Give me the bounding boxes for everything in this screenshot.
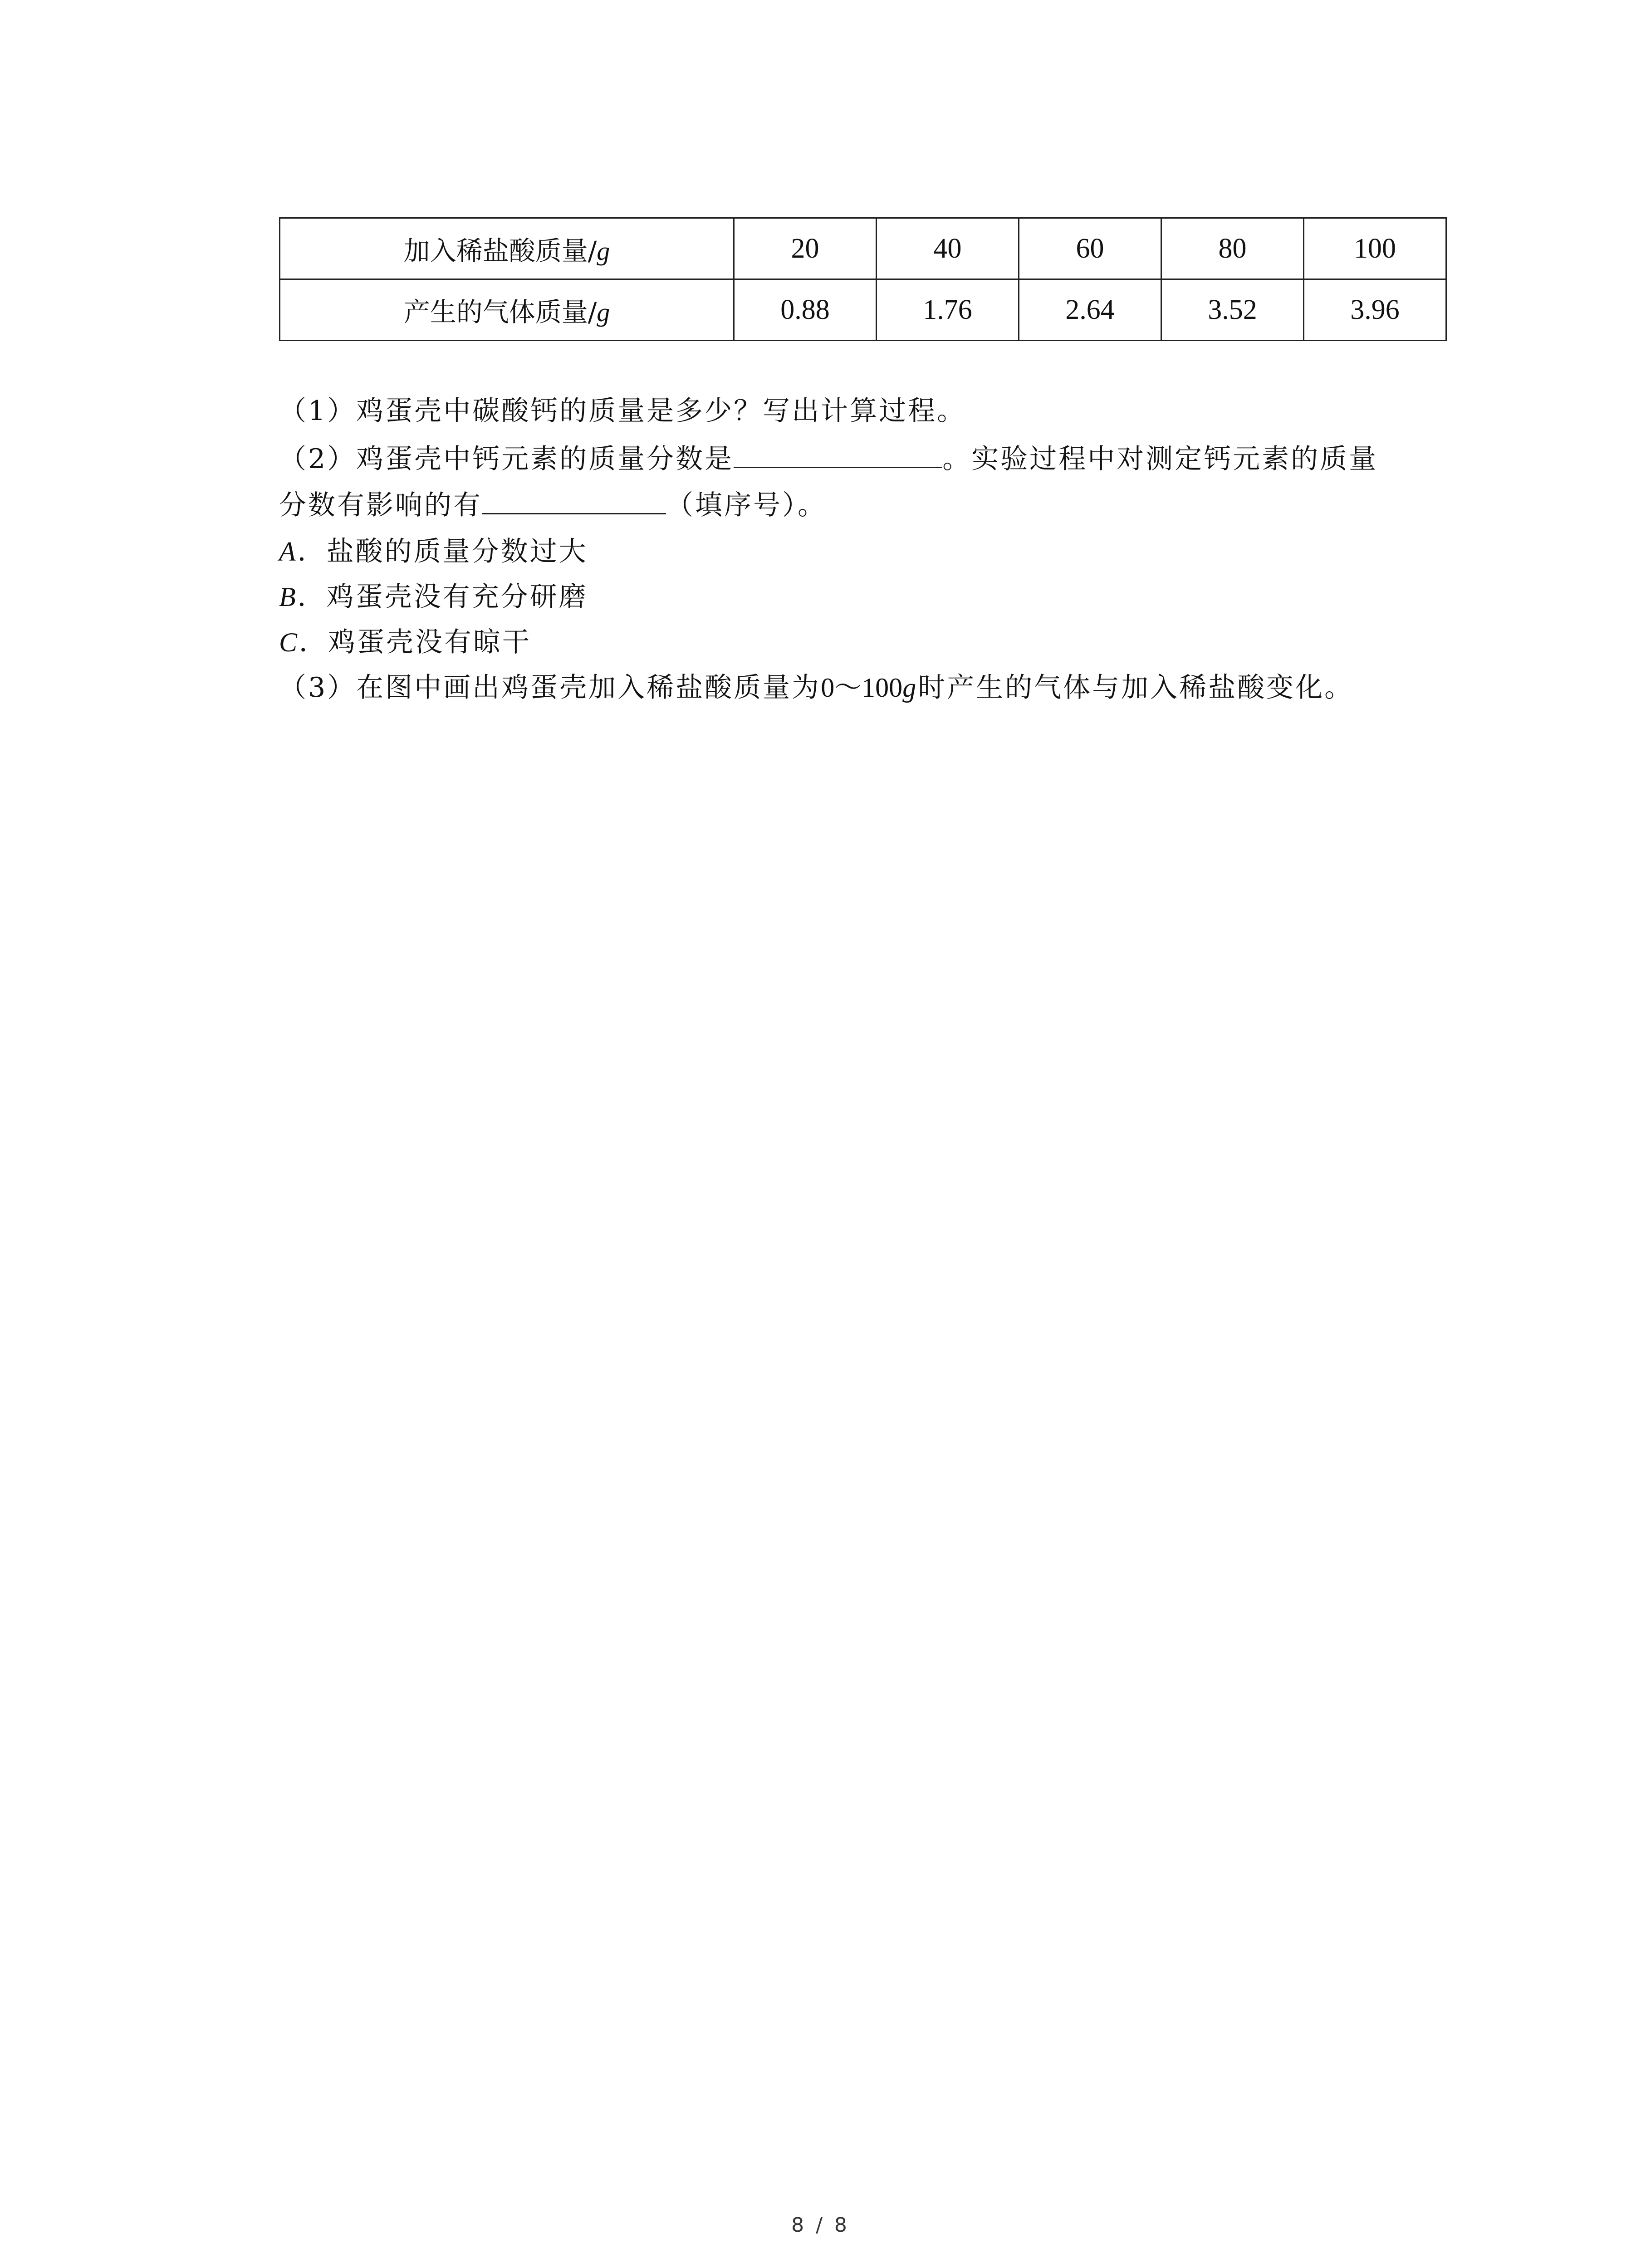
table-cell: 20 [734, 218, 877, 279]
table-row [280, 218, 1446, 279]
table-row [280, 279, 1446, 341]
question-2-line-1 [279, 436, 1378, 482]
question-2-text: （填序号）。 [666, 489, 827, 521]
option-text: ．鸡蛋壳没有晾干 [299, 626, 532, 658]
option-a [279, 529, 588, 574]
option-letter: B [279, 582, 298, 612]
table-cell: 3.52 [1161, 279, 1304, 341]
unit-symbol: g [597, 236, 610, 266]
question-2-line-2 [279, 483, 827, 528]
table-cell: 3.96 [1304, 279, 1446, 341]
table-cell: 100 [1304, 218, 1446, 279]
table-cell: 0.88 [734, 279, 877, 341]
option-c [279, 620, 531, 665]
unit-symbol: g [902, 673, 918, 703]
answer-blank[interactable] [734, 440, 942, 468]
table-cell: 80 [1161, 218, 1304, 279]
option-b [279, 574, 588, 620]
option-letter: A [279, 537, 298, 567]
question-2-text: 。实验过程中对测定钙元素的质量 [942, 443, 1378, 475]
row-label-text: 加入稀盐酸质量/ [403, 235, 597, 266]
unit-symbol: g [597, 298, 610, 327]
option-text: ．盐酸的质量分数过大 [297, 536, 588, 567]
table-row-header [280, 279, 734, 341]
table-cell: 60 [1019, 218, 1161, 279]
question-3-text: （3）在图中画出鸡蛋壳加入稀盐酸质量为 [279, 672, 821, 704]
question-1: （1）鸡蛋壳中碳酸钙的质量是多少？写出计算过程。 [279, 395, 966, 427]
row-label-text: 产生的气体质量/ [403, 297, 597, 327]
question-3 [279, 665, 1353, 710]
table-cell: 1.76 [877, 279, 1019, 341]
page-number: 8 / 8 [791, 2214, 850, 2237]
table-row-header [280, 218, 734, 279]
option-letter: C [279, 627, 299, 657]
question-2-text: 分数有影响的有 [279, 489, 482, 521]
question-3-text: 时产生的气体与加入稀盐酸变化。 [918, 672, 1354, 704]
answer-blank[interactable] [482, 486, 666, 514]
question-2-text: （2）鸡蛋壳中钙元素的质量分数是 [279, 443, 734, 475]
option-text: ．鸡蛋壳没有充分研磨 [297, 581, 588, 613]
data-table [279, 217, 1447, 341]
range-text: 0～100 [821, 673, 903, 703]
table-cell: 2.64 [1019, 279, 1161, 341]
table-cell: 40 [877, 218, 1019, 279]
